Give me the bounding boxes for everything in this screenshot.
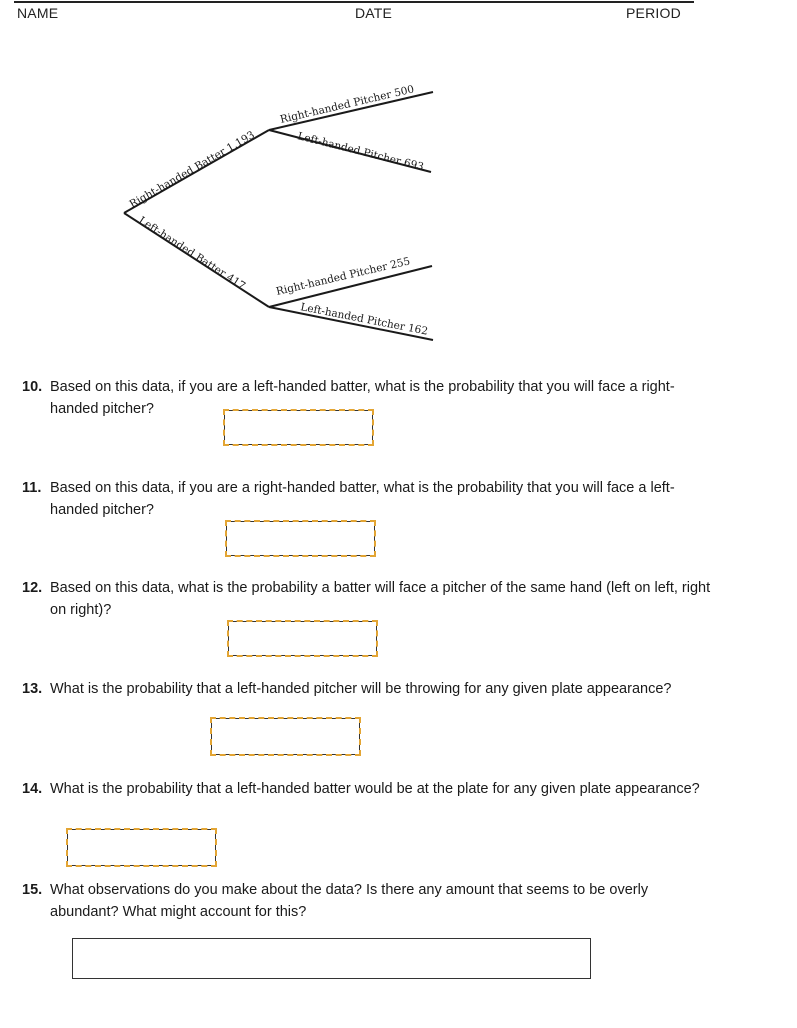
label-rb-right-pitcher: Right-handed Pitcher 500 <box>278 83 416 126</box>
question-number: 12. <box>22 580 43 596</box>
question-11 <box>22 477 712 521</box>
question-text: Based on this data, what is the probability a batter will face a pitcher of the same hand (left on left, right on right)? <box>50 580 711 618</box>
question-number: 10. <box>22 379 43 395</box>
answer-box-13[interactable] <box>211 718 360 755</box>
question-number: 11. <box>22 480 42 496</box>
question-text: What is the probability that a left-handed pitcher will be throwing for any given plate appearance? <box>50 681 672 697</box>
question-text: What observations do you make about the data? Is there any amount that seems to be overly abundant? What might account for this? <box>50 882 649 920</box>
label-left-handed-batter: Left-handed Batter 417 <box>136 214 248 293</box>
date-label: DATE <box>355 5 393 21</box>
question-number: 14. <box>22 781 43 797</box>
question-number: 15. <box>22 882 43 898</box>
answer-box-12[interactable] <box>228 621 377 656</box>
period-label: PERIOD <box>626 5 681 21</box>
answer-box-15[interactable] <box>72 938 591 979</box>
question-text: Based on this data, if you are a left-handed batter, what is the probability that you will face a right-handed pitcher? <box>50 379 675 417</box>
question-text: Based on this data, if you are a right-handed batter, what is the probability that you will face a left-handed pitcher? <box>50 480 675 518</box>
answer-box-14[interactable] <box>67 829 216 866</box>
question-14 <box>22 778 712 800</box>
question-15 <box>22 879 712 923</box>
question-number: 13. <box>22 681 43 697</box>
label-lb-right-pitcher: Right-handed Pitcher 255 <box>274 255 412 298</box>
answer-box-11[interactable] <box>226 521 375 556</box>
answer-box-10[interactable] <box>224 410 373 445</box>
label-lb-left-pitcher: Left-handed Pitcher 162 <box>299 301 429 338</box>
question-12 <box>22 577 712 621</box>
label-right-handed-batter: Right-handed Batter 1,193 <box>127 129 257 211</box>
name-label: NAME <box>17 5 59 21</box>
question-13 <box>22 678 712 700</box>
tree-diagram <box>0 0 797 360</box>
question-text: What is the probability that a left-handed batter would be at the plate for any given plate appearance? <box>50 781 700 797</box>
label-rb-left-pitcher: Left-handed Pitcher 693 <box>296 130 425 174</box>
